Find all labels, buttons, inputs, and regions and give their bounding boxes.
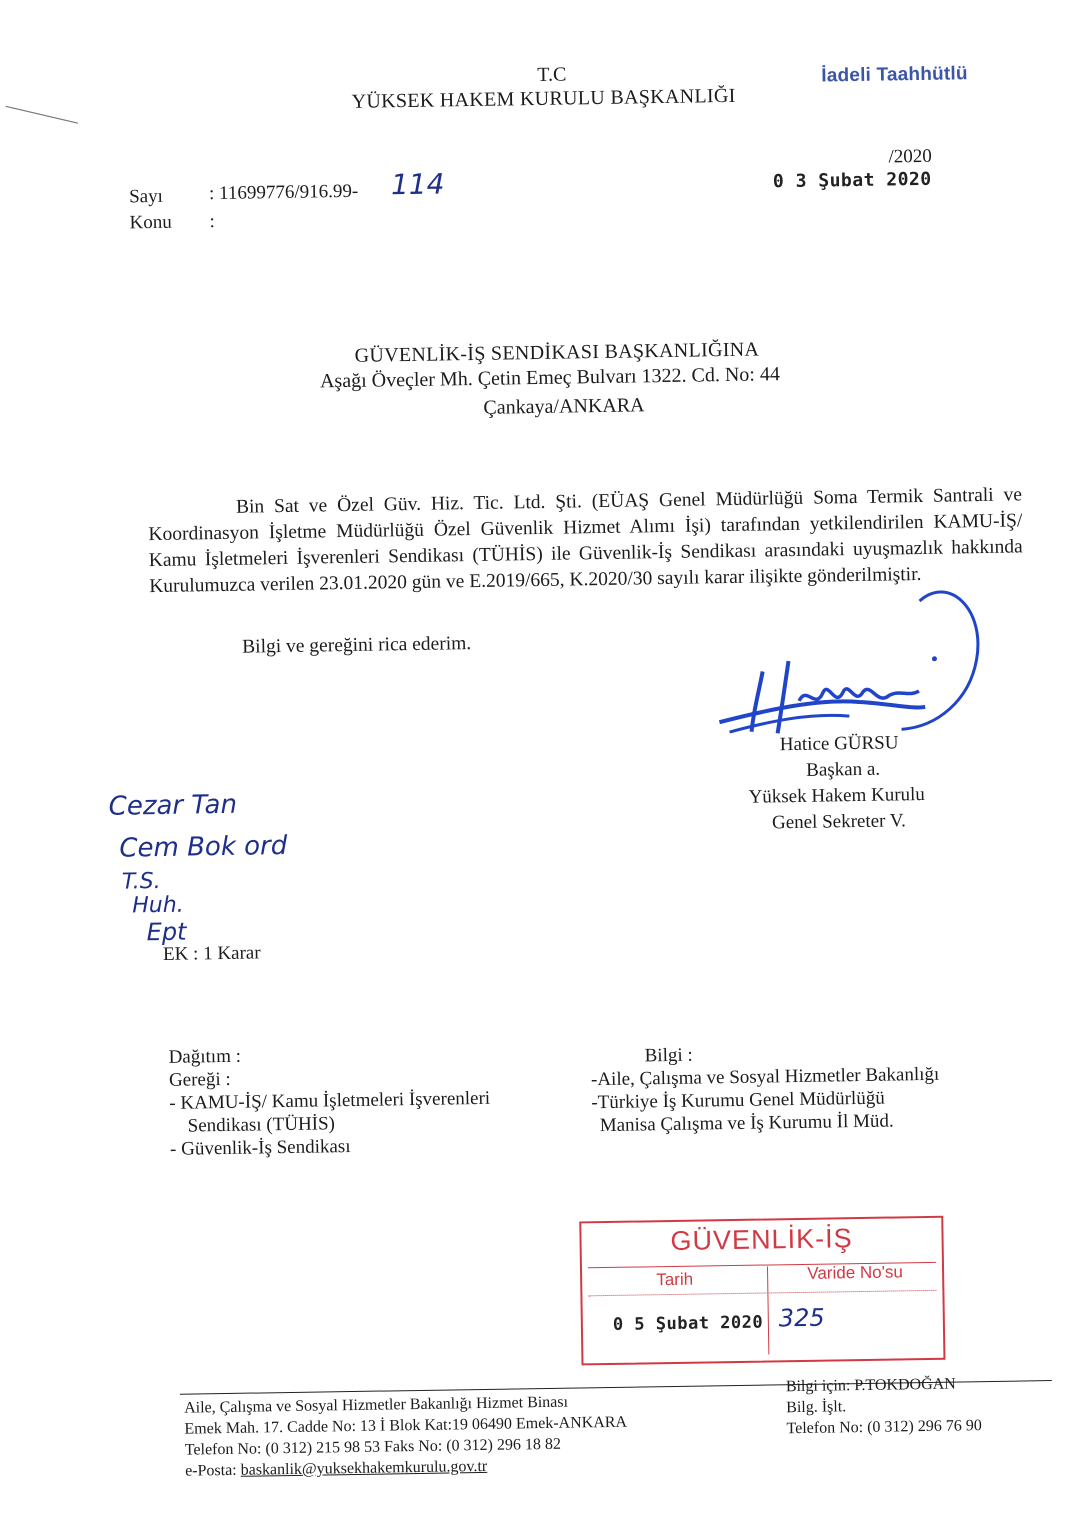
footer-right-line3: Telefon No: (0 312) 296 76 90 [786,1417,982,1438]
date-stamp: 0 3 Şubat 2020 [772,168,932,193]
signature-scribble [687,578,990,753]
footer-email-link[interactable]: baskanlik@yuksekhakemkurulu.gov.tr [240,1457,488,1479]
delivery-stamp: İadeli Taahhütlü [821,63,968,87]
signatory-title2: Yüksek Hakem Kurulu [748,783,926,808]
gereği-item-2: Sendikası (TÜHİS) [187,1113,336,1137]
gereği-item-1: - KAMU-İŞ/ Kamu İşletmeleri İşverenleri [169,1087,491,1114]
footer-right-line2: Bilg. İşlt. [786,1398,847,1417]
handwritten-notes [104,773,367,952]
footer-left-line1: Aile, Çalışma ve Sosyal Hizmetler Bakanlığı Hizmet Binası [184,1393,569,1417]
konu-colon: : [209,211,215,233]
receipt-stamp-divider2 [588,1290,936,1296]
footer-address [184,1391,628,1482]
receipt-stamp-column-divider [767,1266,769,1354]
footer-left-line2: Emek Mah. 17. Cadde No: 13 İ Blok Kat:19 06490 Emek-ANKARA [184,1413,628,1438]
signatory-name: Hatice GÜRSU [779,732,899,756]
recipient-line2: Aşağı Öveçler Mh. Çetin Emeç Bulvarı 1322. Cd. No: 44 [319,363,781,393]
bilgi-item-3: Manisa Çalışma ve İş Kurumu İl Müd. [599,1110,894,1137]
attachment-line: EK : 1 Karar [162,942,261,965]
handwritten-note-line5: Ept [146,917,187,947]
recipient-line3: Çankaya/ANKARA [483,394,645,419]
sayi-handwritten-number: 114 [390,167,445,202]
body-paragraph-rest: Santrali ve Koordinasyon İşletme Müdürlüğü Özel Güvenlik Hizmet Alımı İşi) tarafından yetkilendirilen KAMU-İŞ/ Kamu İşletmeleri İşverenleri Sendikası (TÜHİS) ile Güvenlik-İş Sendikası arasındaki uyuşmazlık hakkında Kurulumuzca verilen 23.01.2020 gün ve E.2019/665, K.2020/30 sayılı karar ilişikte gönderilmiştir. [148,484,1023,598]
handwritten-note-line2: Cem Bok ord [119,830,288,864]
closing-line: Bilgi ve gereğini rica ederim. [242,633,472,658]
receipt-stamp-tarih-label: Tarih [656,1269,694,1290]
date-year: /2020 [888,145,933,168]
distribution-bilgi [590,1040,940,1137]
bilgi-label: Bilgi : [644,1044,693,1067]
bilgi-item-1: -Aile, Çalışma ve Sosyal Hizmetler Bakanlığı [590,1063,940,1091]
receipt-stamp-title: GÜVENLİK-İŞ [670,1223,853,1257]
receipt-stamp-date: 0 5 Şubat 2020 [612,1312,764,1335]
sayi-value: : 11699776/916.99- [208,180,359,205]
receipt-stamp [579,1216,945,1366]
receipt-stamp-number: 325 [778,1303,825,1333]
signatory-title1: Başkan a. [806,758,881,781]
handwritten-note-line4: Huh. [132,892,184,919]
signatory-title3: Genel Sekreter V. [771,810,907,834]
gereği-item-3: - Güvenlik-İş Sendikası [169,1136,351,1160]
recipient-line1: GÜVENLİK-İŞ SENDİKASI BAŞKANLIĞINA [354,338,760,367]
scan-artifact-line [4,101,84,132]
footer-left-line3: Telefon No: (0 312) 215 98 53 Faks No: (0 312) 296 18 82 [184,1435,562,1459]
sayi-label: Sayı [128,185,164,208]
receipt-stamp-varide-label: Varide No'su [807,1262,903,1283]
header-institution: YÜKSEK HAKEM KURULU BAŞKANLIĞI [351,84,736,113]
handwritten-note-line3: T.S. [121,868,161,895]
bilgi-item-2: -Türkiye İş Kurumu Genel Müdürlüğü [591,1087,885,1114]
distribution-gereği [168,1041,491,1161]
footer-right-line1: Bilgi için: P.TOKDOĞAN [785,1375,956,1396]
handwritten-note-line1: Cezar Tan [108,789,238,822]
distribution-label: Dağıtım : [168,1045,242,1068]
footer-email-label: e-Posta: [184,1461,241,1480]
header-tc: T.C [537,63,567,86]
gereği-label: Gereği : [168,1068,231,1091]
body-paragraph-first: Bin Sat ve Özel Güv. Hiz. Tic. Ltd. Şti. (EÜAŞ Genel Müdürlüğü Soma Termik [235,485,924,518]
konu-label: Konu [129,211,172,234]
footer-contact [786,1373,982,1439]
